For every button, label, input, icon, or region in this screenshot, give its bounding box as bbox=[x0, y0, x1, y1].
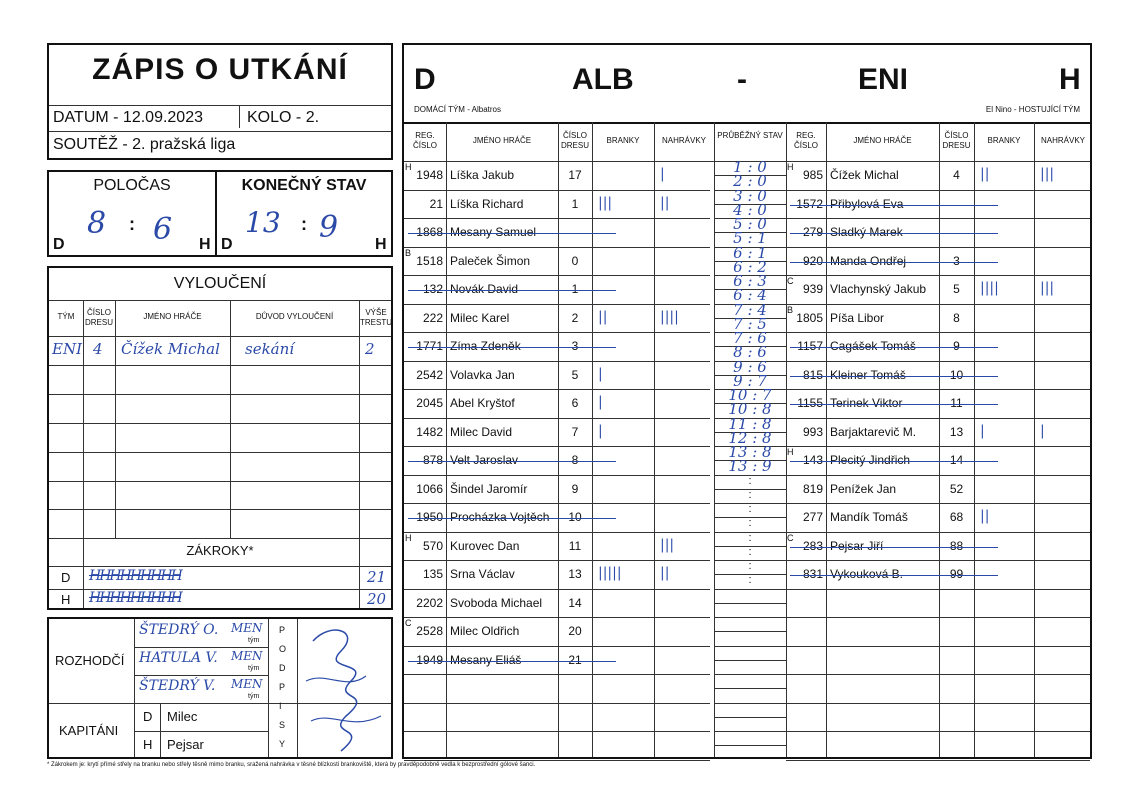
player-strike bbox=[408, 347, 616, 348]
stav-cell: 10 : 7 bbox=[728, 386, 772, 404]
vy-tym: ENI bbox=[52, 340, 82, 358]
player-mark: B bbox=[787, 304, 794, 315]
stav-cell: 7 : 5 bbox=[733, 314, 767, 333]
player-name: Manda Ondřej bbox=[830, 253, 907, 268]
stav-cell: : bbox=[748, 474, 752, 487]
player-number: 3 bbox=[571, 339, 579, 353]
player-goals: | bbox=[598, 365, 603, 382]
stav-cell: : bbox=[748, 531, 752, 544]
stav-cell: : bbox=[748, 574, 752, 587]
player-name: Terinek Viktor bbox=[830, 396, 903, 410]
player-strike bbox=[790, 233, 998, 234]
vy-jmeno: Čížek Michal bbox=[121, 340, 220, 358]
zakroky-d-marks: HHHHHHHHH bbox=[89, 568, 181, 584]
player-name: Líška Jakub bbox=[450, 168, 515, 182]
player-number: 11 bbox=[950, 396, 963, 410]
player-mark: H bbox=[787, 162, 794, 172]
player-reg: 143 bbox=[802, 453, 823, 467]
podpisy-letter: Y bbox=[279, 739, 286, 749]
player-strike bbox=[408, 461, 616, 462]
stav-cell: 1 : 0 bbox=[733, 158, 767, 176]
player-goals: ||||| bbox=[598, 565, 622, 581]
player-mark: B bbox=[405, 247, 412, 258]
player-assists: | bbox=[1040, 422, 1045, 439]
polocas-h: 6 bbox=[153, 212, 173, 247]
player-number: 7 bbox=[571, 424, 579, 439]
player-strike bbox=[408, 290, 616, 291]
player-assists: ||| bbox=[660, 536, 675, 553]
player-reg: 283 bbox=[802, 538, 823, 553]
player-number: 8 bbox=[953, 310, 960, 325]
zakroky-d-val: 21 bbox=[367, 568, 387, 586]
player-number: 13 bbox=[568, 567, 582, 581]
stav-cell: 9 : 7 bbox=[733, 371, 767, 390]
podpisy-letter: P bbox=[279, 682, 286, 692]
player-reg: 920 bbox=[802, 253, 823, 268]
player-reg: 939 bbox=[802, 282, 823, 296]
player-goals: || bbox=[598, 308, 608, 325]
player-name: Šindel Jaromír bbox=[450, 481, 528, 496]
vylouceni-box: VYLOUČENÍ TÝM ČÍSLO DRESU JMÉNO HRÁČE DŮVOD VYLOUČENÍ VÝŠE TRESTU ENI 4 Čížek Michal sekání 2 ZÁKROKY* D H HHHHHHHHH HHHHHHHHH 21 20 bbox=[47, 266, 393, 610]
player-reg: 1948 bbox=[416, 168, 443, 182]
player-name: Vykouková B. bbox=[830, 567, 903, 581]
signature-scribble bbox=[301, 621, 391, 757]
zakroky-h-val: 20 bbox=[367, 590, 387, 608]
stav-cell: : bbox=[748, 545, 752, 558]
match-sheet: D ALB - ENI H DOMÁCÍ TÝM - Albatros El Nino - HOSTUJÍCÍ TÝM REG. ČÍSLO JMÉNO HRÁČE ČÍSLO DRESU BRANKY NAHRÁVKY PRŮBĚŽNÝ STAV REG. ČÍSLO JMÉNO HRÁČE ČÍSLO DRESU BRANKY NAHRÁVKY 1 : 0 2 : 0 3 : 0 4 : 0 5 : 0 5 : 1 6 : 1 6 : 2 6 : 3 6 : 4 7 : 4 7 : 5 7 : 6 8 : 6 9 : 6 9 : 7 10 : 7 10 : 8 11 : 8 12 : 8 13 : 8 13 : 9 : : : : : : : : H 1948 Líška Jakub 17 | 21 Líška Richard 1 ||| || 1868 Mesany Samuel B 1518 Paleček Šimon 0 132 Novák David 1 222 Milec Karel 2 || |||| 1771 Zíma Zdeněk 3 2542 Volavka Jan 5 | 2045 Abel Kryštof 6 | 1482 Milec David 7 | 878 Velt Jaroslav 8 1066 Šindel Jaromír 9 1950 Procházka Vojtěch 10 H 570 Kurovec Dan 11 ||| 135 Srna Václav 13 ||||| || 2202 Svoboda Michael 14 C 2528 Milec Oldřich 20 1949 Mesany Eliáš 21 H 985 Čížek Michal 4 || ||| 1572 Přibylová Eva 279 Sladký Marek 920 Manda Ondřej 3 C 939 Vlachynský Jakub 5 |||| ||| B 1805 Píša Libor 8 1157 Cagášek Tomáš 9 815 Kleiner Tomáš 10 1155 Terinek Viktor 11 993 Barjaktarevič M. 13 | | H 143 Plecitý Jindřich 14 819 Penížek Jan 52 277 Mandík Tomáš 68 || C 283 Pejsar Jiří 88 831 Vykouková B. 99 bbox=[402, 43, 1092, 759]
vylouceni-title: VYLOUČENÍ bbox=[173, 275, 267, 292]
stav-cell: : bbox=[748, 517, 752, 530]
player-number: 2 bbox=[571, 310, 579, 325]
player-number: 99 bbox=[949, 567, 964, 581]
home-side-letter: D bbox=[414, 63, 436, 96]
stav-cell: 2 : 0 bbox=[733, 172, 767, 191]
officials-box: ROZHODČÍ KAPITÁNI ŠTEDRÝ O. MEN tým HATULA V. MEN tým ŠTEDRÝ V. MEN tým D H Milec Pejsar P O D P I S Y bbox=[47, 617, 393, 759]
player-assists: || bbox=[660, 194, 670, 211]
stav-cell: 6 : 4 bbox=[733, 286, 767, 305]
player-number: 4 bbox=[953, 168, 960, 182]
referee-name: HATULA V. bbox=[139, 650, 218, 666]
stav-cell: : bbox=[748, 488, 752, 501]
player-reg: 21 bbox=[429, 196, 443, 211]
player-number: 9 bbox=[571, 481, 579, 496]
player-name: Kleiner Tomáš bbox=[830, 367, 906, 382]
player-name: Pejsar Jiří bbox=[830, 538, 884, 553]
player-number: 52 bbox=[949, 481, 964, 496]
player-name: Milec Karel bbox=[450, 310, 510, 325]
referee-tym-label: tým bbox=[248, 665, 260, 672]
away-team-sub: El Nino - HOSTUJÍCÍ TÝM bbox=[985, 105, 1080, 114]
stav-cell: 12 : 8 bbox=[728, 428, 772, 447]
stav-cell: 6 : 1 bbox=[733, 243, 767, 262]
player-reg: 1572 bbox=[796, 196, 823, 211]
score-box: POLOČAS KONEČNÝ STAV D H 8 : 6 D H 13 : 9 bbox=[47, 170, 393, 257]
player-assists: ||| bbox=[1040, 166, 1055, 182]
stav-cell: 4 : 0 bbox=[733, 200, 767, 219]
player-name: Milec David bbox=[450, 424, 513, 439]
player-mark: C bbox=[787, 276, 794, 286]
home-team-code: ALB bbox=[572, 63, 634, 96]
player-name: Barjaktarevič M. bbox=[830, 424, 917, 439]
referee-tym-label: tým bbox=[248, 637, 260, 644]
stav-cell: 6 : 2 bbox=[733, 257, 767, 276]
stav-cell: 13 : 9 bbox=[728, 457, 772, 476]
referee-team: MEN bbox=[231, 677, 263, 691]
vy-cislo: 4 bbox=[93, 340, 103, 358]
stav-cell: : bbox=[748, 503, 752, 515]
player-reg: 1066 bbox=[416, 481, 443, 496]
player-name: Zíma Zdeněk bbox=[450, 339, 521, 353]
player-strike bbox=[790, 205, 998, 206]
player-assists: | bbox=[660, 166, 665, 182]
player-reg: 878 bbox=[422, 453, 443, 467]
player-reg: 132 bbox=[422, 282, 443, 296]
podpisy-letter: S bbox=[279, 720, 286, 730]
away-side-letter: H bbox=[1059, 63, 1081, 96]
rozhodci-label: ROZHODČÍ bbox=[55, 653, 125, 668]
player-name: Penížek Jan bbox=[830, 481, 897, 496]
player-mark: C bbox=[787, 532, 794, 543]
stav-cell: 6 : 3 bbox=[733, 272, 767, 290]
player-goals: | bbox=[980, 422, 985, 439]
player-reg: 985 bbox=[802, 168, 823, 182]
player-name: Sladký Marek bbox=[830, 225, 903, 239]
player-number: 0 bbox=[571, 253, 579, 268]
player-name: Novák David bbox=[450, 282, 519, 296]
datum-field: DATUM - 12.09.2023 bbox=[53, 109, 203, 126]
player-mark: H bbox=[405, 162, 412, 172]
player-reg: 1518 bbox=[416, 253, 443, 268]
player-reg: 1868 bbox=[416, 225, 443, 239]
player-number: 11 bbox=[568, 538, 582, 553]
stav-cell: 9 : 6 bbox=[733, 357, 767, 376]
player-reg: 1805 bbox=[796, 310, 823, 325]
player-goals: || bbox=[980, 166, 990, 182]
player-number: 14 bbox=[568, 595, 582, 610]
player-strike bbox=[790, 575, 998, 576]
player-name: Píša Libor bbox=[830, 310, 885, 325]
player-name: Cagášek Tomáš bbox=[830, 339, 916, 353]
player-number: 1 bbox=[571, 196, 579, 211]
player-name: Velt Jaroslav bbox=[450, 453, 519, 467]
vy-vyse: 2 bbox=[365, 340, 375, 358]
player-reg: 1482 bbox=[416, 424, 443, 439]
podpisy-letter: P bbox=[279, 625, 286, 635]
referee-team: MEN bbox=[231, 649, 263, 663]
stav-cell: 10 : 8 bbox=[728, 400, 772, 419]
player-strike bbox=[790, 404, 998, 405]
konecny-h: 9 bbox=[319, 210, 339, 245]
player-goals: ||| bbox=[598, 194, 613, 211]
player-number: 5 bbox=[571, 367, 579, 382]
kolo-field: KOLO - 2. bbox=[247, 109, 320, 126]
player-name: Mesany Samuel bbox=[450, 225, 537, 239]
player-number: 14 bbox=[949, 453, 964, 467]
konecny-d: 13 bbox=[245, 206, 281, 239]
player-reg: 2528 bbox=[416, 624, 443, 638]
player-mark: H bbox=[787, 447, 794, 457]
player-number: 1 bbox=[571, 282, 579, 296]
player-number: 10 bbox=[949, 367, 964, 382]
player-number: 8 bbox=[571, 453, 579, 467]
player-assists: || bbox=[660, 565, 670, 581]
player-strike bbox=[408, 233, 616, 234]
player-reg: 1950 bbox=[416, 510, 443, 524]
title-box bbox=[47, 43, 393, 160]
player-number: 5 bbox=[953, 282, 960, 296]
referee-team: MEN bbox=[231, 621, 263, 635]
polocas-d: 8 bbox=[87, 206, 107, 241]
referee-name: ŠTEDRÝ O. bbox=[139, 622, 219, 638]
player-strike bbox=[408, 518, 616, 519]
player-number: 6 bbox=[571, 396, 579, 410]
kapitan-h: Pejsar bbox=[167, 737, 204, 752]
zakroky-h-marks: HHHHHHHHH bbox=[89, 590, 181, 606]
player-name: Čížek Michal bbox=[830, 168, 899, 182]
stav-cell: : bbox=[748, 560, 752, 572]
stav-cell: 3 : 0 bbox=[733, 186, 767, 205]
player-name: Paleček Šimon bbox=[450, 253, 531, 268]
player-reg: 1157 bbox=[797, 339, 823, 353]
player-number: 9 bbox=[953, 339, 960, 353]
podpisy-letter: D bbox=[279, 663, 286, 673]
player-number: 20 bbox=[568, 624, 582, 638]
player-reg: 135 bbox=[422, 567, 443, 581]
referee-name: ŠTEDRÝ V. bbox=[139, 678, 216, 694]
player-reg: 2542 bbox=[416, 367, 443, 382]
player-number: 21 bbox=[568, 652, 582, 667]
match-dash: - bbox=[737, 63, 747, 96]
player-name: Milec Oldřich bbox=[450, 624, 520, 638]
player-reg: 993 bbox=[802, 424, 823, 439]
player-goals: | bbox=[598, 394, 603, 410]
stav-cell: 7 : 4 bbox=[733, 300, 767, 319]
player-name: Srna Václav bbox=[450, 567, 515, 581]
podpisy-letter: O bbox=[279, 644, 287, 654]
player-number: 17 bbox=[568, 168, 582, 182]
zakroky-title: ZÁKROKY* bbox=[186, 543, 254, 558]
stav-cell: 5 : 1 bbox=[733, 229, 767, 248]
player-reg: 815 bbox=[802, 367, 823, 382]
player-reg: 2202 bbox=[416, 595, 443, 610]
player-name: Kurovec Dan bbox=[450, 538, 520, 553]
player-mark: H bbox=[405, 532, 412, 543]
player-name: Procházka Vojtěch bbox=[450, 510, 550, 524]
player-name: Plecitý Jindřich bbox=[830, 453, 911, 467]
player-strike bbox=[790, 347, 998, 348]
player-assists: ||| bbox=[1040, 280, 1055, 296]
player-name: Svoboda Michael bbox=[450, 595, 543, 610]
player-name: Líška Richard bbox=[450, 196, 524, 211]
polocas-label: POLOČAS bbox=[93, 177, 171, 194]
player-assists: |||| bbox=[660, 308, 679, 325]
player-number: 13 bbox=[949, 424, 964, 439]
player-name: Mandík Tomáš bbox=[830, 510, 908, 524]
player-number: 3 bbox=[953, 253, 960, 268]
vy-duvod: sekání bbox=[245, 340, 295, 358]
stav-cell: 8 : 6 bbox=[733, 343, 767, 362]
konecny-label: KONEČNÝ STAV bbox=[241, 177, 367, 194]
player-name: Volavka Jan bbox=[450, 367, 515, 382]
player-reg: 1771 bbox=[416, 339, 443, 353]
player-name: Vlachynský Jakub bbox=[830, 282, 927, 296]
stav-cell: 13 : 8 bbox=[728, 443, 772, 461]
player-number: 68 bbox=[949, 510, 964, 524]
player-name: Přibylová Eva bbox=[830, 196, 904, 211]
player-reg: 279 bbox=[802, 225, 823, 239]
player-strike bbox=[790, 262, 998, 263]
soutez-field: SOUTĚŽ - 2. pražská liga bbox=[53, 136, 236, 153]
player-name: Abel Kryštof bbox=[450, 396, 515, 410]
player-reg: 2045 bbox=[416, 396, 443, 410]
player-reg: 222 bbox=[422, 310, 443, 325]
page-title: ZÁPIS O UTKÁNÍ bbox=[92, 53, 348, 86]
player-mark: C bbox=[405, 618, 412, 628]
player-reg: 570 bbox=[422, 538, 443, 553]
player-strike bbox=[408, 661, 616, 662]
player-reg: 277 bbox=[802, 510, 823, 524]
player-reg: 819 bbox=[802, 481, 823, 496]
stav-cell: 11 : 8 bbox=[728, 414, 772, 433]
kapitan-d: Milec bbox=[167, 709, 198, 724]
player-goals: || bbox=[980, 508, 990, 524]
player-goals: | bbox=[598, 422, 603, 439]
player-strike bbox=[790, 376, 998, 377]
stav-cell: 7 : 6 bbox=[733, 329, 767, 347]
player-reg: 1155 bbox=[797, 396, 823, 410]
home-team-sub: DOMÁCÍ TÝM - Albatros bbox=[414, 105, 501, 114]
kapitani-label: KAPITÁNI bbox=[59, 723, 119, 738]
podpisy-letter: I bbox=[279, 701, 282, 711]
player-reg: 1949 bbox=[416, 652, 443, 667]
player-number: 88 bbox=[949, 538, 964, 553]
player-strike bbox=[790, 461, 998, 462]
player-name: Mesany Eliáš bbox=[450, 652, 522, 667]
referee-tym-label: tým bbox=[248, 693, 260, 700]
player-strike bbox=[790, 547, 998, 548]
player-number: 10 bbox=[568, 510, 582, 524]
away-team-code: ENI bbox=[858, 63, 909, 96]
player-reg: 831 bbox=[802, 567, 823, 581]
stav-cell: 5 : 0 bbox=[733, 215, 767, 233]
footnote: * Zákrokem je: krytí přímé střely na branku nebo střely těsně mimo branku, sražená nahrávka v těsné blízkosti brankoviště, která by pravděpodobně vedla k bezprostřední gólové šanci. bbox=[47, 762, 536, 768]
player-goals: |||| bbox=[980, 280, 999, 296]
